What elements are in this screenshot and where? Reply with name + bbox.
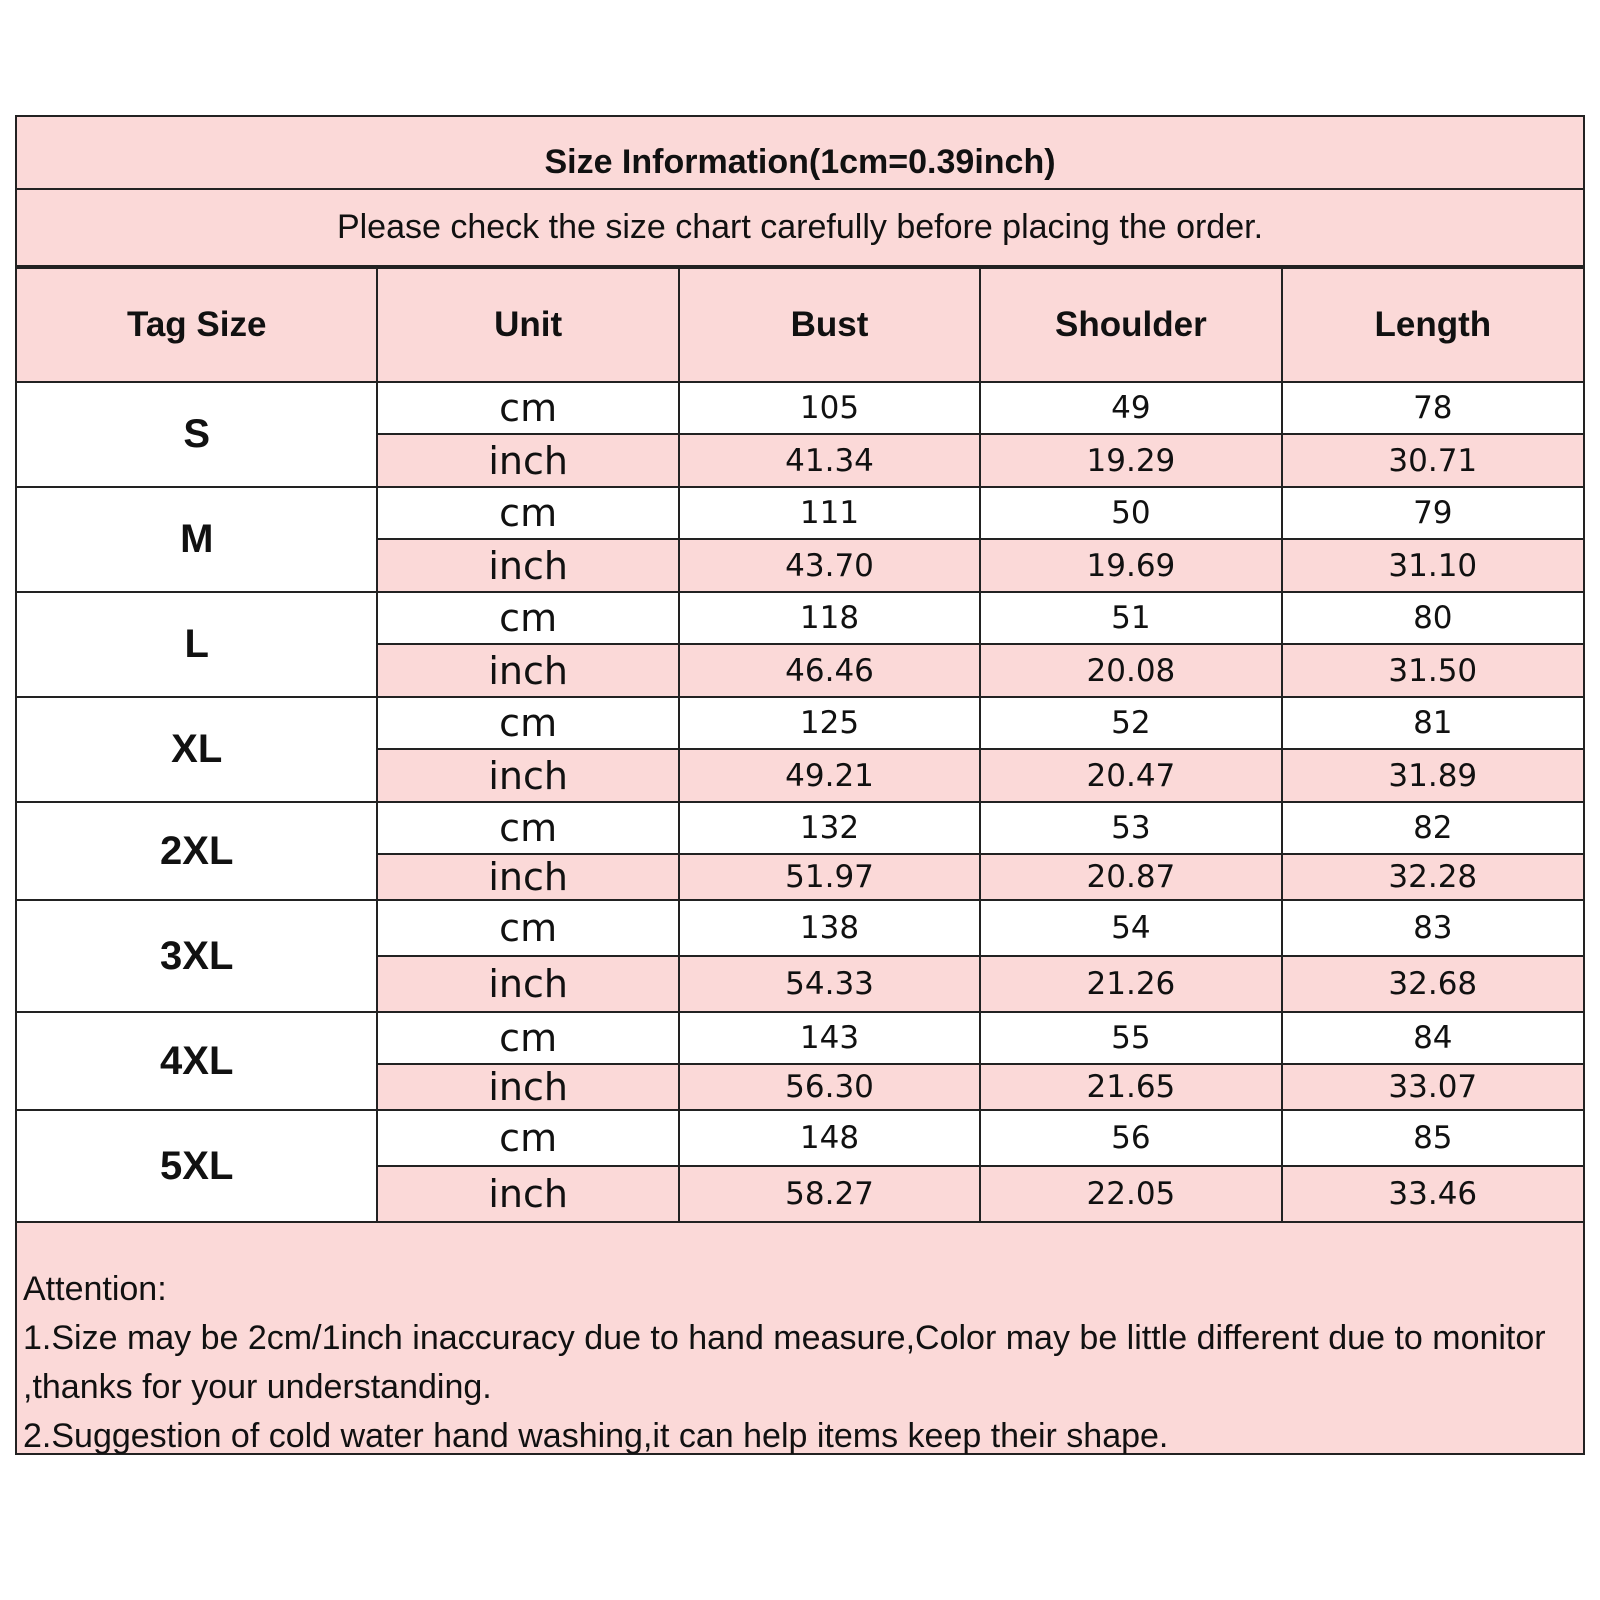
unit-cell: cm: [377, 487, 678, 539]
unit-cell: cm: [377, 592, 678, 644]
value-cell: 54: [980, 900, 1281, 956]
value-cell: 80: [1282, 592, 1584, 644]
value-cell: 83: [1282, 900, 1584, 956]
table-row: [16, 1012, 1584, 1064]
value-cell: 132: [679, 802, 980, 854]
header-row: [16, 268, 1584, 382]
value-cell: 22.05: [980, 1166, 1281, 1222]
size-chart-title: Size Information(1cm=0.39inch): [15, 115, 1585, 190]
unit-cell: cm: [377, 382, 678, 434]
attention-heading: Attention:: [23, 1270, 167, 1308]
value-cell: 51: [980, 592, 1281, 644]
value-cell: 54.33: [679, 956, 980, 1012]
size-table: [15, 267, 1585, 1223]
unit-cell: inch: [377, 1064, 678, 1110]
value-cell: 49.21: [679, 749, 980, 802]
value-cell: 21.65: [980, 1064, 1281, 1110]
value-cell: 49: [980, 382, 1281, 434]
value-cell: 46.46: [679, 644, 980, 697]
value-cell: 81: [1282, 697, 1584, 749]
attention-notes: [15, 1223, 1585, 1455]
value-cell: 19.29: [980, 434, 1281, 487]
col-header-shoulder: Shoulder: [980, 268, 1281, 382]
col-header-bust: Bust: [679, 268, 980, 382]
table-row: [16, 487, 1584, 539]
value-cell: 85: [1282, 1110, 1584, 1166]
value-cell: 138: [679, 900, 980, 956]
unit-cell: cm: [377, 697, 678, 749]
tag-size-cell: XL: [16, 697, 377, 802]
value-cell: 84: [1282, 1012, 1584, 1064]
value-cell: 31.10: [1282, 539, 1584, 592]
value-cell: 20.87: [980, 854, 1281, 900]
value-cell: 111: [679, 487, 980, 539]
value-cell: 31.89: [1282, 749, 1584, 802]
attention-note-2: 2.Suggestion of cold water hand washing,it can help items keep their shape.: [23, 1417, 1169, 1455]
unit-cell: cm: [377, 1012, 678, 1064]
col-header-length: Length: [1282, 268, 1584, 382]
value-cell: 105: [679, 382, 980, 434]
unit-cell: inch: [377, 956, 678, 1012]
value-cell: 143: [679, 1012, 980, 1064]
value-cell: 30.71: [1282, 434, 1584, 487]
value-cell: 125: [679, 697, 980, 749]
unit-cell: inch: [377, 539, 678, 592]
value-cell: 79: [1282, 487, 1584, 539]
value-cell: 58.27: [679, 1166, 980, 1222]
attention-note-1: 1.Size may be 2cm/1inch inaccuracy due to hand measure,Color may be little different due to monitor ,thanks for your understanding.: [23, 1319, 1546, 1406]
value-cell: 148: [679, 1110, 980, 1166]
size-chart: [15, 115, 1585, 1455]
value-cell: 50: [980, 487, 1281, 539]
table-row: [16, 382, 1584, 434]
value-cell: 32.28: [1282, 854, 1584, 900]
value-cell: 51.97: [679, 854, 980, 900]
value-cell: 118: [679, 592, 980, 644]
value-cell: 43.70: [679, 539, 980, 592]
unit-cell: inch: [377, 1166, 678, 1222]
value-cell: 32.68: [1282, 956, 1584, 1012]
tag-size-cell: 3XL: [16, 900, 377, 1012]
col-header-unit: Unit: [377, 268, 678, 382]
tag-size-cell: M: [16, 487, 377, 592]
tag-size-cell: 2XL: [16, 802, 377, 900]
tag-size-cell: S: [16, 382, 377, 487]
unit-cell: inch: [377, 434, 678, 487]
unit-cell: inch: [377, 644, 678, 697]
value-cell: 33.46: [1282, 1166, 1584, 1222]
value-cell: 82: [1282, 802, 1584, 854]
unit-cell: inch: [377, 854, 678, 900]
tag-size-cell: 5XL: [16, 1110, 377, 1222]
value-cell: 41.34: [679, 434, 980, 487]
table-row: [16, 1110, 1584, 1166]
value-cell: 78: [1282, 382, 1584, 434]
table-row: [16, 592, 1584, 644]
unit-cell: cm: [377, 1110, 678, 1166]
value-cell: 55: [980, 1012, 1281, 1064]
value-cell: 20.47: [980, 749, 1281, 802]
tag-size-cell: L: [16, 592, 377, 697]
table-row: [16, 802, 1584, 854]
unit-cell: inch: [377, 749, 678, 802]
value-cell: 21.26: [980, 956, 1281, 1012]
value-cell: 53: [980, 802, 1281, 854]
value-cell: 56.30: [679, 1064, 980, 1110]
value-cell: 56: [980, 1110, 1281, 1166]
col-header-tag-size: Tag Size: [16, 268, 377, 382]
value-cell: 33.07: [1282, 1064, 1584, 1110]
unit-cell: cm: [377, 802, 678, 854]
table-row: [16, 697, 1584, 749]
tag-size-cell: 4XL: [16, 1012, 377, 1110]
value-cell: 19.69: [980, 539, 1281, 592]
value-cell: 52: [980, 697, 1281, 749]
table-row: [16, 900, 1584, 956]
value-cell: 31.50: [1282, 644, 1584, 697]
value-cell: 20.08: [980, 644, 1281, 697]
size-chart-subtitle: Please check the size chart carefully before placing the order.: [15, 190, 1585, 267]
unit-cell: cm: [377, 900, 678, 956]
